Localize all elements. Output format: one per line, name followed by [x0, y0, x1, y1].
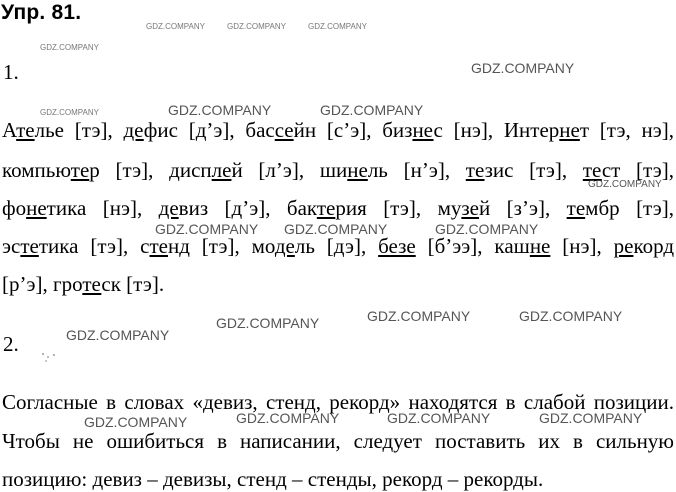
- text-segment: А: [2, 118, 17, 142]
- watermark: GDZ.COMPANY: [84, 414, 188, 430]
- section-2-number: 2.: [3, 332, 19, 356]
- text-segment: корд: [633, 234, 674, 258]
- exercise-title: Упр. 81.: [1, 1, 82, 24]
- underlined-letters: не: [412, 118, 434, 142]
- underlined-letters: де: [123, 118, 144, 142]
- text-segment: й [л’э], ши: [231, 158, 348, 182]
- text-segment: [б’ээ], каш: [415, 234, 530, 258]
- text-segment: ль [н’э],: [367, 158, 466, 182]
- watermark: GDZ.COMPANY: [216, 315, 320, 331]
- text-segment: [нэ],: [550, 234, 614, 258]
- text-segment: й [з’э],: [479, 196, 567, 220]
- watermark: GDZ.COMPANY: [435, 221, 539, 237]
- underlined-letters: те: [16, 118, 35, 142]
- underlined-letters: те: [149, 234, 168, 258]
- watermark: GDZ.COMPANY: [308, 22, 367, 31]
- section-2-line: Чтобы не ошибиться в написании, следует поставить их в сильную: [2, 429, 674, 453]
- underlined-letters: не: [26, 196, 47, 220]
- text-segment: ль [дэ],: [294, 234, 379, 258]
- underlined-letters: те: [566, 196, 586, 220]
- watermark: GDZ.COMPANY: [320, 102, 424, 118]
- text-segment: т [тэ, нэ],: [579, 118, 675, 142]
- underlined-letters: те: [582, 158, 602, 182]
- underlined-letters: не: [347, 158, 368, 182]
- section-1-line: [2, 118, 674, 143]
- text-segment: нд [тэ], мо: [168, 234, 275, 258]
- text-segment: с [нэ], Интер: [433, 118, 560, 142]
- section-1-line: [2, 196, 674, 221]
- text-segment: фо: [2, 196, 27, 220]
- underlined-letters: безе: [378, 234, 416, 258]
- watermark: GDZ.COMPANY: [66, 327, 170, 343]
- watermark: GDZ.COMPANY: [539, 410, 643, 426]
- text-segment: р [тэ], дисп: [89, 158, 212, 182]
- scan-smudge: [40, 350, 60, 364]
- text-segment: ст [тэ],: [601, 158, 675, 182]
- underlined-letters: зе: [461, 196, 479, 220]
- watermark: GDZ.COMPANY: [236, 410, 340, 426]
- section-2-line: Согласные в словах «девиз, стенд, рекорд» находятся в слабой позиции.: [2, 390, 674, 414]
- underlined-letters: ле: [211, 158, 232, 182]
- underlined-letters: те: [465, 158, 485, 182]
- text-segment: мбр [тэ],: [585, 196, 675, 220]
- watermark: GDZ.COMPANY: [168, 102, 272, 118]
- text-segment: йн [с’э], биз: [293, 118, 413, 142]
- text-segment: ск [тэ].: [101, 272, 165, 296]
- text-segment: компью: [2, 158, 71, 182]
- underlined-letters: те: [20, 234, 39, 258]
- watermark: GDZ.COMPANY: [40, 43, 99, 52]
- watermark: GDZ.COMPANY: [284, 221, 388, 237]
- text-segment: рия [тэ], му: [335, 196, 462, 220]
- underlined-letters: те: [82, 272, 102, 296]
- section-1-line: [2, 158, 674, 183]
- underlined-letters: ре: [613, 234, 634, 258]
- text-segment: лье [тэ],: [34, 118, 124, 142]
- section-1-line: [2, 234, 674, 259]
- underlined-letters: де: [274, 234, 295, 258]
- text-segment: виз [д’э], бак: [178, 196, 317, 220]
- watermark: GDZ.COMPANY: [387, 410, 491, 426]
- watermark: GDZ.COMPANY: [367, 308, 471, 324]
- text-segment: тика [тэ], с: [38, 234, 150, 258]
- section-2-line: позицию: девиз – девизы, стенд – стенды, рекорд – рекорды.: [2, 467, 544, 491]
- underlined-letters: не: [529, 234, 551, 258]
- watermark: GDZ.COMPANY: [40, 108, 99, 117]
- text-segment: фис [д’э], бас: [143, 118, 275, 142]
- section-1-number: 1.: [3, 60, 19, 84]
- watermark: GDZ.COMPANY: [146, 22, 205, 31]
- underlined-letters: се: [274, 118, 294, 142]
- text-segment: эс: [2, 234, 21, 258]
- watermark: GDZ.COMPANY: [227, 22, 286, 31]
- text-segment: тика [нэ],: [46, 196, 159, 220]
- text-segment: [р’э], гро: [2, 272, 83, 296]
- watermark: GDZ.COMPANY: [519, 308, 623, 324]
- underlined-letters: те: [70, 158, 90, 182]
- underlined-letters: де: [158, 196, 179, 220]
- underlined-letters: не: [559, 118, 580, 142]
- text-segment: зис [тэ],: [484, 158, 583, 182]
- underlined-letters: те: [316, 196, 336, 220]
- section-1-line: [2, 272, 674, 297]
- watermark: GDZ.COMPANY: [471, 60, 575, 76]
- watermark: GDZ.COMPANY: [155, 221, 259, 237]
- watermark: GDZ.COMPANY: [588, 179, 662, 190]
